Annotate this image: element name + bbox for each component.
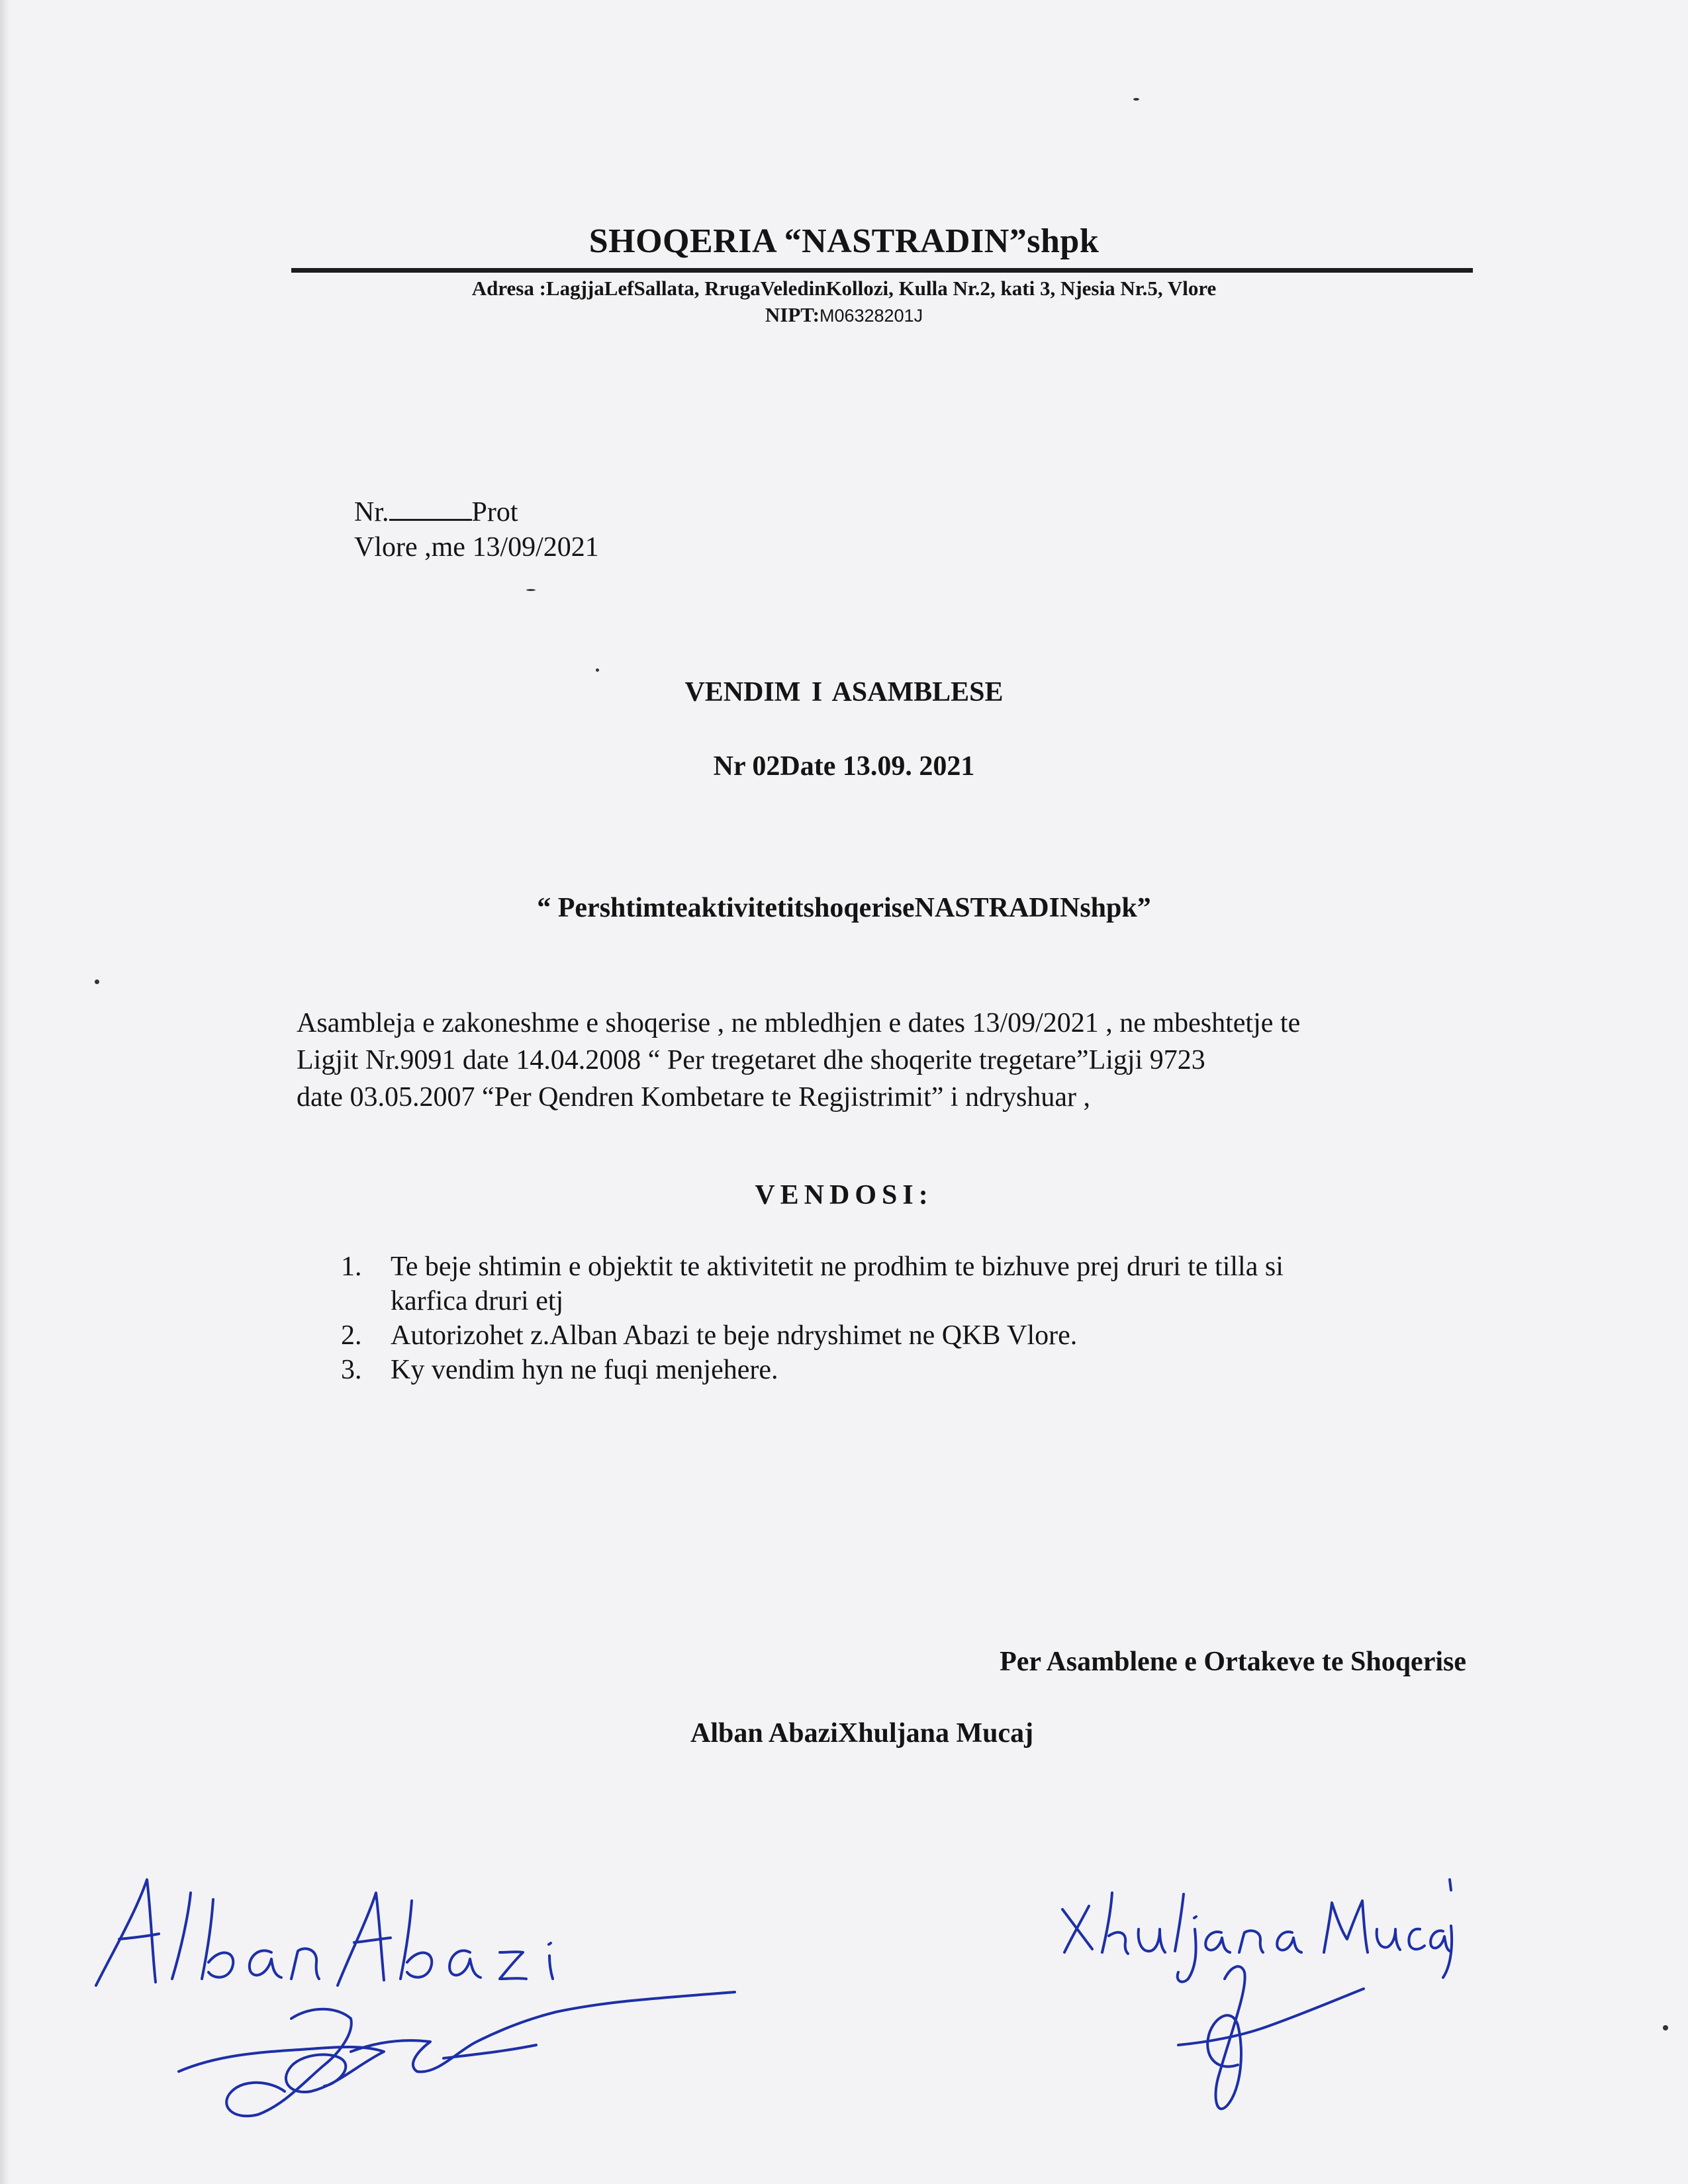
preamble-paragraph xyxy=(297,1005,1475,1116)
scan-edge-shadow xyxy=(0,0,9,2184)
place-and-date: Vlore ,me 13/09/2021 xyxy=(354,532,599,563)
decision-item xyxy=(341,1250,1466,1318)
decision-item-text: karfica druri etj xyxy=(391,1286,564,1316)
decision-item xyxy=(341,1353,1466,1387)
protocol-prot-label: Prot xyxy=(471,497,518,527)
signature-alban-abazi xyxy=(73,1853,774,2131)
nipt-label: NIPT: xyxy=(765,303,820,326)
scan-speck xyxy=(1133,98,1139,101)
closing-line: Per Asamblene e Ortakeve te Shoqerise xyxy=(1000,1647,1466,1677)
decision-item-text: Autorizohet z.Alban Abazi te beje ndryshimet ne QKB Vlore. xyxy=(391,1320,1078,1351)
scan-speck xyxy=(1663,2025,1668,2030)
company-name: SHOQERIA “NASTRADIN”shpk xyxy=(588,222,1100,260)
decision-item-text: Ky vendim hyn ne fuqi menjehere. xyxy=(391,1355,778,1385)
decision-item-text: Te beje shtimin e objektit te aktivitetit ne prodhim te bizhuve prej druri te tilla si xyxy=(391,1251,1284,1282)
decision-list xyxy=(341,1250,1466,1387)
preamble-line: Asambleja e zakoneshme e shoqerise , ne mbledhjen e dates 13/09/2021 , ne mbeshtetje te xyxy=(297,1008,1301,1038)
header-divider xyxy=(291,268,1473,273)
protocol-number-blank xyxy=(389,495,472,521)
vendosi-heading: VENDOSI: xyxy=(755,1180,933,1210)
protocol-nr-label: Nr. xyxy=(354,497,389,527)
nipt-value: M06328201J xyxy=(819,306,923,326)
signature-xhuljana-mucaj xyxy=(1046,1866,1456,2131)
scan-speck xyxy=(95,979,99,984)
decision-item-number: 3. xyxy=(341,1355,362,1385)
decision-item xyxy=(341,1318,1466,1353)
preamble-line: Ligjit Nr.9091 date 14.04.2008 “ Per tregetaret dhe shoqerite tregetare”Ligji 9723 xyxy=(297,1045,1205,1075)
scan-speck xyxy=(526,589,536,591)
preamble-line: date 03.05.2007 “Per Qendren Kombetare te Regjistrimit” i ndryshuar , xyxy=(297,1082,1091,1113)
decision-subject: “ PershtimteaktivitetitshoqeriseNASTRADINshpk” xyxy=(537,893,1151,923)
scan-speck xyxy=(596,668,599,672)
decision-item-number: 1. xyxy=(341,1251,362,1282)
protocol-number-line xyxy=(354,495,518,529)
decision-title: VENDIM I ASAMBLESE xyxy=(684,677,1004,707)
company-address: Adresa :LagjjaLefSallata, RrugaVeledinKollozi, Kulla Nr.2, kati 3, Njesia Nr.5, Vlore xyxy=(471,277,1217,300)
company-nipt xyxy=(0,303,1688,327)
signatory-names: Alban AbaziXhuljana Mucaj xyxy=(690,1718,1034,1749)
decision-item-number: 2. xyxy=(341,1320,362,1351)
decision-number: Nr 02Date 13.09. 2021 xyxy=(713,751,975,782)
